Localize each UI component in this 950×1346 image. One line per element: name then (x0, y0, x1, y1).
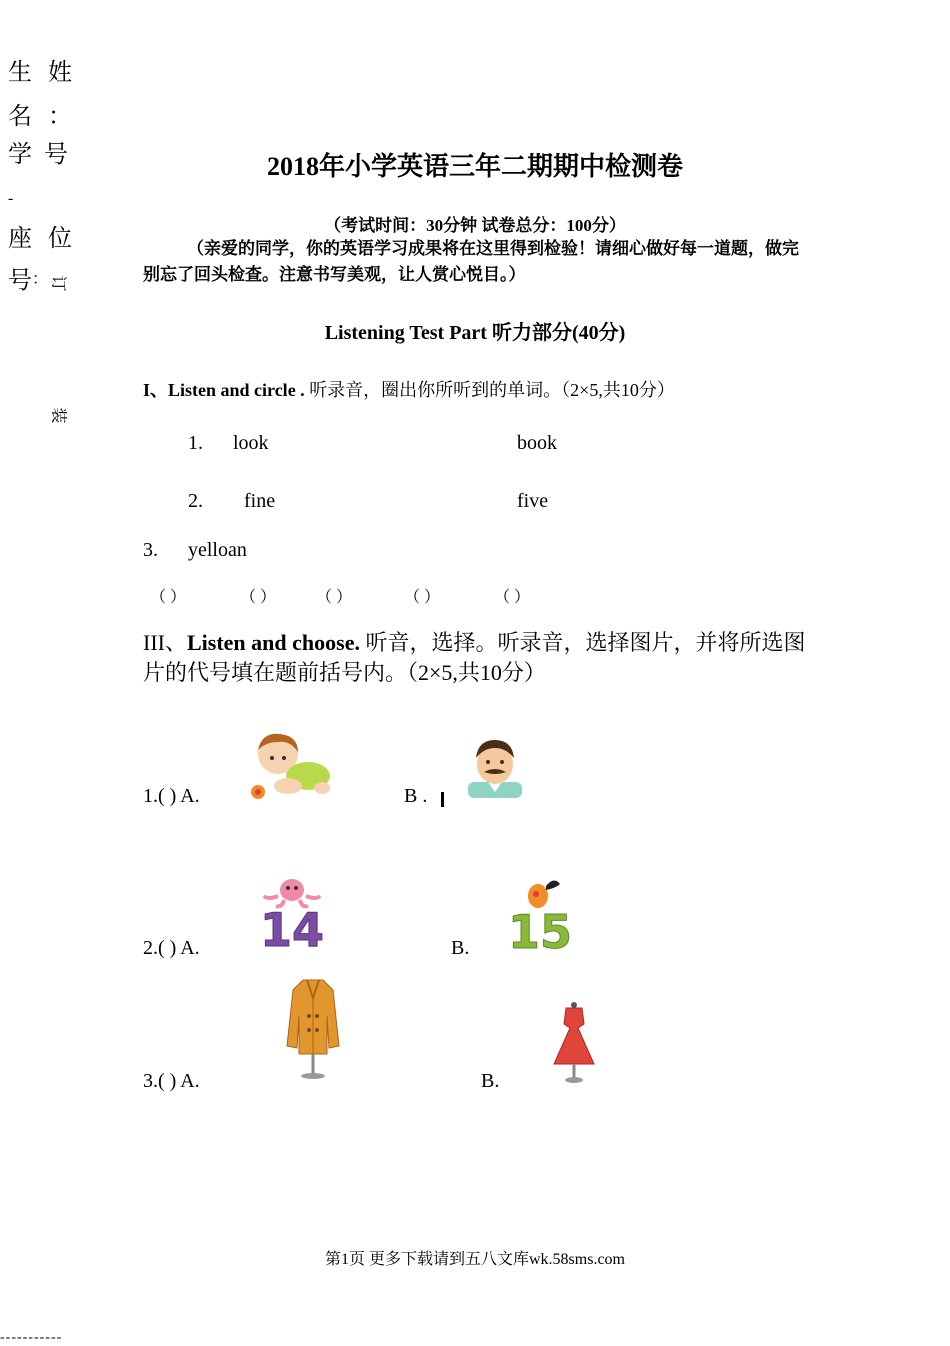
sidebar-label-zuo: 座 (8, 226, 34, 252)
q1-b-mark (441, 792, 444, 807)
sidebar-label-ming: 名 (8, 104, 34, 130)
section1-heading-en: Listen and circle . (168, 380, 305, 400)
part-title: Listening Test Part 听力部分(40分) (324, 322, 626, 344)
bottom-dash-line: ----------- (0, 1330, 63, 1345)
q2-option-b: B. (451, 937, 470, 959)
item2-word-b: five (517, 490, 549, 512)
man-face-icon (466, 738, 524, 798)
coat-icon (285, 976, 341, 1080)
intro-paragraph: （亲爱的同学，你的英语学习成果将在这里得到检验！请细心做好每一道题，做完别忘了回头检查。注意书写美观，让人赏心悦目。） (143, 239, 799, 284)
answer-paren-4: （ ） (404, 589, 441, 606)
sidebar-label-xue: 学 (8, 142, 34, 168)
page-title: 2018年小学英语三年二期期中检测卷 (266, 152, 683, 181)
item1-word-a: look (233, 432, 269, 454)
section3-numeral: III、 (143, 630, 187, 655)
baby-crawling-icon (248, 730, 334, 804)
item3-num: 3. (143, 539, 158, 561)
exam-info: （考试时间：30分钟 试卷总分：100分） (324, 216, 626, 235)
sidebar-dash: - (8, 190, 14, 207)
section1-heading (143, 376, 675, 402)
item3-word-a: yelloan (188, 539, 247, 561)
q3-label: 3.( ) A. (143, 1070, 200, 1092)
page-footer: 第1页 更多下载请到五八文库wk.58sms.com (324, 1251, 625, 1268)
sidebar-ding-char: 订 (49, 275, 67, 292)
section1-numeral: I、 (143, 380, 169, 400)
sidebar-colon-1: ： (48, 104, 74, 130)
q1-option-b: B . (404, 785, 428, 807)
number-15-bird-icon (502, 876, 578, 950)
q2-a-number: 14 (259, 903, 325, 948)
sidebar-label-hao2: 号 (8, 268, 34, 294)
item1-num: 1. (188, 432, 203, 454)
answer-paren-3: （ ） (316, 589, 353, 606)
section3-heading-en: Listen and choose. (186, 630, 360, 655)
item1-word-b: book (517, 432, 557, 454)
section3-heading (143, 628, 813, 688)
sidebar-label-hao: 号 (44, 142, 70, 168)
section3-heading-cn: 听音，选择。听录音，选择图片，并将所选图片的代号填在题前括号内。（2×5,共10分） (143, 630, 806, 685)
sidebar-zhuang-char: 装 (49, 407, 67, 424)
sidebar-label-sheng: 生 (8, 60, 34, 86)
answer-paren-1: （ ） (150, 589, 187, 606)
answer-paren-2: （ ） (240, 589, 277, 606)
q3-option-b: B. (481, 1070, 500, 1092)
section1-heading-cn: 听录音，圈出你所听到的单词。（2×5,共10分） (309, 380, 675, 400)
item2-num: 2. (188, 490, 203, 512)
q1-label: 1.( ) A. (143, 785, 200, 807)
number-14-octopus-icon (254, 876, 330, 948)
q2-b-number: 15 (507, 905, 573, 950)
sidebar-label-wei: 位 (48, 226, 74, 252)
item2-word-a: fine (244, 490, 276, 512)
sidebar-colon-2: ： (32, 271, 49, 288)
q2-label: 2.( ) A. (143, 937, 200, 959)
answer-paren-5: （ ） (494, 589, 531, 606)
sidebar-label-xing: 姓 (48, 60, 74, 86)
dress-icon (552, 1000, 596, 1084)
